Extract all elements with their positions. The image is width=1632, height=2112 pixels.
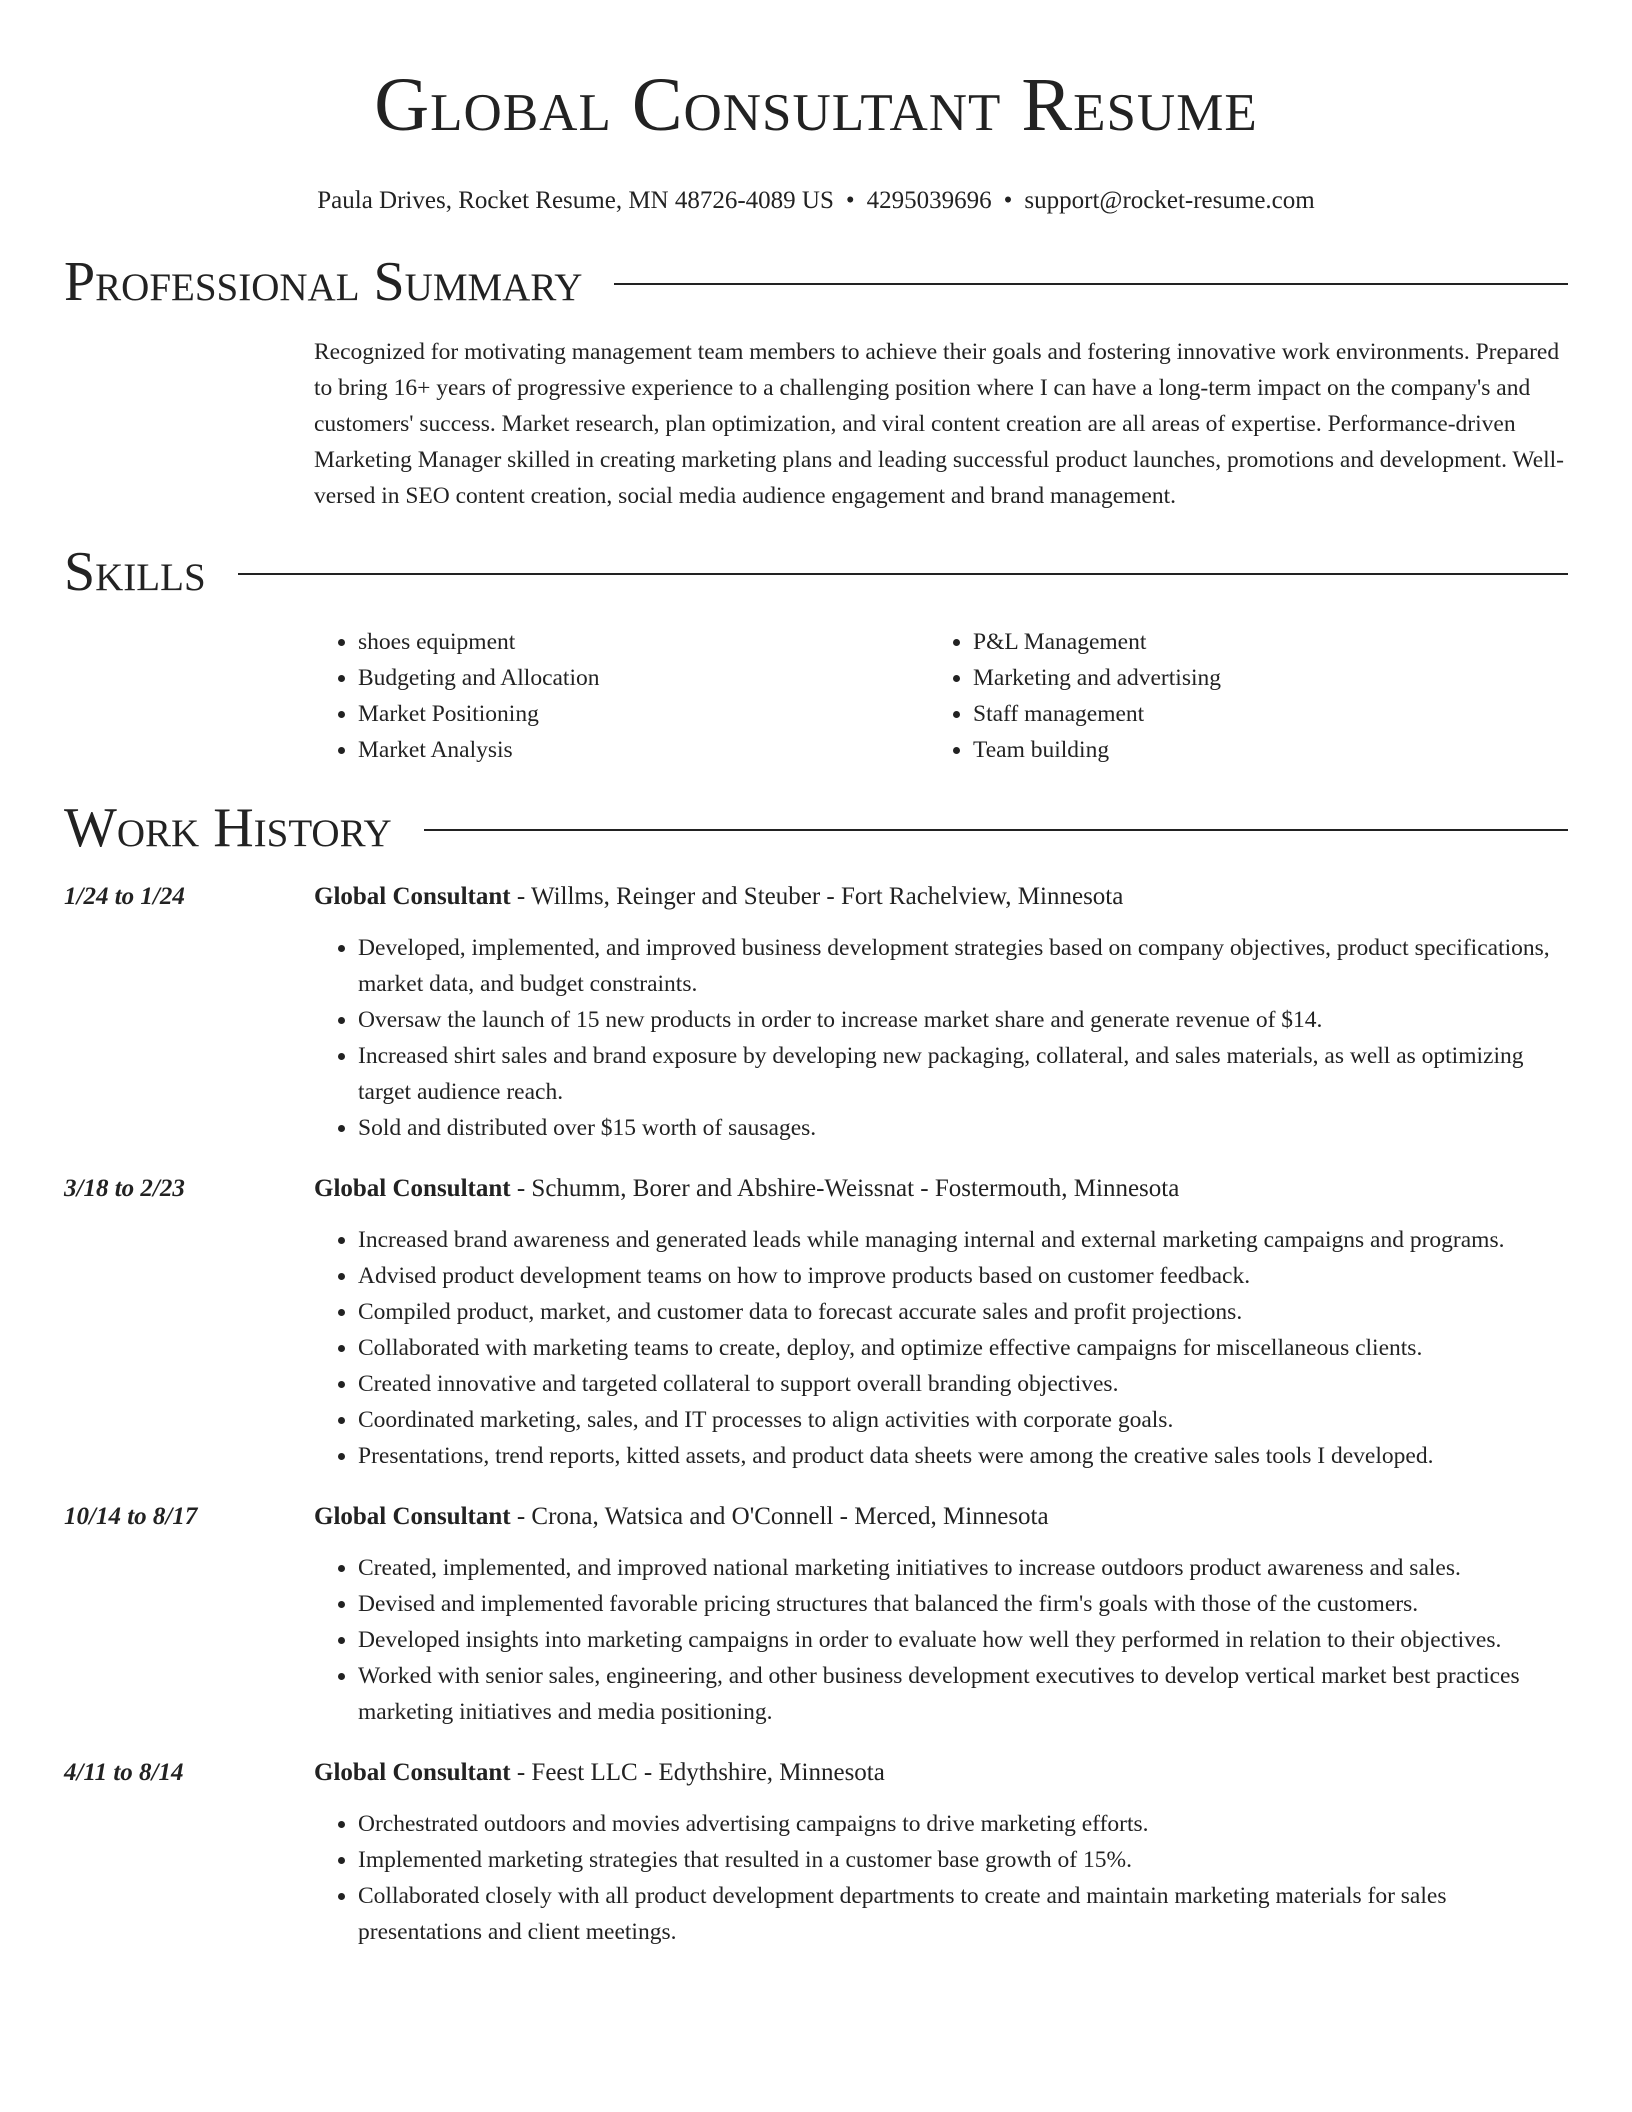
summary-heading: Professional Summary <box>64 251 583 313</box>
job-dates: 3/18 to 2/23 <box>64 1175 185 1202</box>
job-bullets <box>314 1550 1568 1730</box>
work-heading: Work History <box>64 797 392 859</box>
job-employer: - Feest LLC - Edythshire, Minnesota <box>510 1759 885 1786</box>
job-bullets <box>314 1806 1568 1950</box>
job-heading-line <box>314 880 1123 914</box>
job-bullet: • Created, implemented, and improved national marketing initiatives to increase outdoors product awareness and sales. <box>358 1550 1568 1586</box>
job-bullet: • Developed insights into marketing campaigns in order to evaluate how well they performed in relation to their objectives. <box>358 1622 1568 1658</box>
job-title: Global Consultant <box>314 883 511 910</box>
skills-section-header <box>64 542 1568 602</box>
job-bullet: • Sold and distributed over $15 worth of sausages. <box>358 1110 1568 1146</box>
job-heading-line <box>314 1756 885 1790</box>
job-dates: 1/24 to 1/24 <box>64 883 185 910</box>
job-entry <box>64 1500 1568 1730</box>
job-employer: - Schumm, Borer and Abshire-Weissnat - Fostermouth, Minnesota <box>510 1175 1180 1202</box>
job-bullet: • Collaborated closely with all product development departments to create and maintain marketing materials for sales presentations and client meetings. <box>358 1878 1568 1950</box>
job-bullet: • Implemented marketing strategies that resulted in a customer base growth of 15%. <box>358 1842 1568 1878</box>
skill-item: • Market Analysis <box>358 732 929 768</box>
job-bullet: • Oversaw the launch of 15 new products in order to increase market share and generate revenue of $14. <box>358 1002 1568 1038</box>
job-header <box>64 1172 1568 1206</box>
skill-item: • Budgeting and Allocation <box>358 660 929 696</box>
resume-title: Global Consultant Resume <box>374 63 1258 147</box>
skill-item: • shoes equipment <box>358 624 929 660</box>
job-bullet: • Developed, implemented, and improved business development strategies based on company objectives, product specifications, market data, and budget constraints. <box>358 930 1568 1002</box>
job-bullet: • Created innovative and targeted collateral to support overall branding objectives. <box>358 1366 1568 1402</box>
job-header <box>64 880 1568 914</box>
work-section-header <box>64 798 1568 858</box>
job-bullets <box>314 930 1568 1146</box>
contact-line <box>64 186 1568 216</box>
skill-item: • Market Positioning <box>358 696 929 732</box>
job-bullet: • Worked with senior sales, engineering, and other business development executives to develop vertical market best practices marketing initiatives and media positioning. <box>358 1658 1568 1730</box>
contact-email: support@rocket-resume.com <box>1024 187 1315 214</box>
job-title: Global Consultant <box>314 1175 511 1202</box>
job-bullet: • Devised and implemented favorable pricing structures that balanced the firm's goals with those of the customers. <box>358 1586 1568 1622</box>
job-header <box>64 1500 1568 1534</box>
summary-text: Recognized for motivating management team members to achieve their goals and fostering innovative work environments. Prepared to bring 16+ years of progressive experience to a challenging position where I can have a long-term impact on the company's and customers' success. Market research, plan optimization, and viral content creation are all areas of expertise. Performance-driven Marketing Manager skilled in creating marketing plans and leading successful product launches, promotions and development. Well-versed in SEO content creation, social media audience engagement and brand management. <box>314 339 1565 509</box>
job-entry <box>64 1756 1568 1950</box>
job-bullet: • Coordinated marketing, sales, and IT processes to align activities with corporate goals. <box>358 1402 1568 1438</box>
job-employer: - Willms, Reinger and Steuber - Fort Rachelview, Minnesota <box>510 883 1124 910</box>
job-bullet: • Increased shirt sales and brand exposure by developing new packaging, collateral, and sales materials, as well as optimizing target audience reach. <box>358 1038 1568 1110</box>
job-employer: - Crona, Watsica and O'Connell - Merced, Minnesota <box>510 1503 1049 1530</box>
contact-address: Paula Drives, Rocket Resume, MN 48726-4089 US <box>317 187 834 214</box>
job-entry <box>64 1172 1568 1474</box>
section-divider <box>238 573 1568 575</box>
skills-heading: Skills <box>64 541 206 603</box>
contact-separator: • <box>845 187 855 214</box>
job-bullet: • Presentations, trend reports, kitted assets, and product data sheets were among the creative sales tools I developed. <box>358 1438 1568 1474</box>
skill-item: • Staff management <box>973 696 1544 732</box>
job-heading-line <box>314 1500 1049 1534</box>
job-header <box>64 1756 1568 1790</box>
job-bullet: • Collaborated with marketing teams to create, deploy, and optimize effective campaigns for miscellaneous clients. <box>358 1330 1568 1366</box>
section-divider <box>614 283 1568 285</box>
job-entry <box>64 880 1568 1146</box>
job-bullet: • Orchestrated outdoors and movies advertising campaigns to drive marketing efforts. <box>358 1806 1568 1842</box>
job-bullets <box>314 1222 1568 1474</box>
skill-item: • P&L Management <box>973 624 1544 660</box>
skills-column-left <box>314 624 929 768</box>
skills-column-right <box>929 624 1544 768</box>
job-bullet: • Increased brand awareness and generated leads while managing internal and external marketing campaigns and programs. <box>358 1222 1568 1258</box>
section-divider <box>424 829 1568 831</box>
contact-phone: 4295039696 <box>866 187 992 214</box>
summary-section-header <box>64 252 1568 312</box>
job-heading-line <box>314 1172 1179 1206</box>
skill-item: • Marketing and advertising <box>973 660 1544 696</box>
job-dates: 4/11 to 8/14 <box>64 1759 184 1786</box>
job-title: Global Consultant <box>314 1759 511 1786</box>
job-bullet: • Compiled product, market, and customer data to forecast accurate sales and profit projections. <box>358 1294 1568 1330</box>
skills-list <box>314 624 1568 768</box>
job-bullet: • Advised product development teams on how to improve products based on customer feedback. <box>358 1258 1568 1294</box>
job-title: Global Consultant <box>314 1503 511 1530</box>
skill-item: • Team building <box>973 732 1544 768</box>
contact-separator: • <box>1003 187 1013 214</box>
job-dates: 10/14 to 8/17 <box>64 1503 198 1530</box>
